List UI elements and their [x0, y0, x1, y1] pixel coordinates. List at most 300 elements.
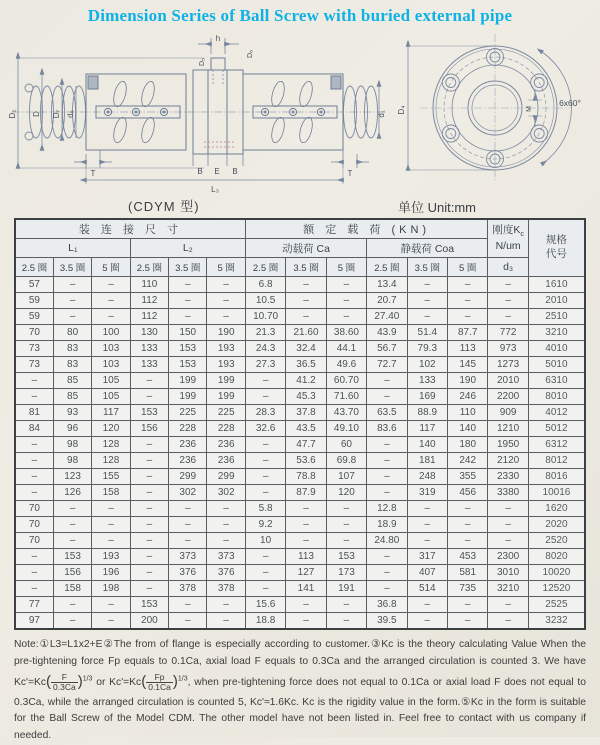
value-cell: 36.8: [367, 597, 407, 613]
spec-code-cell: 4012: [528, 405, 585, 421]
value-cell: 88.9: [407, 405, 447, 421]
value-cell: 973: [488, 341, 528, 357]
value-cell: 128: [92, 453, 130, 469]
value-cell: 2010: [488, 373, 528, 389]
value-cell: –: [169, 613, 207, 630]
diagram-caption: (CDYM 型): [128, 199, 200, 214]
value-cell: –: [245, 389, 285, 405]
header-turns: 5 圈: [207, 258, 245, 277]
value-cell: –: [169, 517, 207, 533]
value-cell: 81: [15, 405, 53, 421]
value-cell: 45.3: [286, 389, 326, 405]
value-cell: –: [326, 293, 366, 309]
value-cell: –: [207, 309, 245, 325]
table-row: [15, 405, 585, 421]
value-cell: 180: [448, 437, 488, 453]
formula-paren: (: [141, 673, 147, 691]
value-cell: –: [286, 277, 326, 293]
table-row: [15, 469, 585, 485]
header-static-load: 静载荷 Coa: [367, 239, 488, 258]
value-cell: –: [407, 613, 447, 630]
value-cell: –: [207, 613, 245, 630]
value-cell: –: [245, 437, 285, 453]
dim-label-b-right: B: [232, 167, 238, 176]
value-cell: 153: [326, 549, 366, 565]
dim-label-t-right: T: [347, 169, 353, 178]
value-cell: 158: [53, 581, 91, 597]
spec-code-line1: 规格: [545, 234, 567, 247]
value-cell: 73: [15, 341, 53, 357]
value-cell: –: [367, 469, 407, 485]
fraction-denominator: 0.1Ca: [148, 682, 171, 692]
header-turns: 2.5 圈: [130, 258, 168, 277]
note: [14, 637, 586, 745]
value-cell: 36.5: [286, 357, 326, 373]
value-cell: –: [286, 613, 326, 630]
value-cell: –: [15, 437, 53, 453]
value-cell: –: [488, 309, 528, 325]
spec-code-cell: 1610: [528, 277, 585, 293]
value-cell: –: [15, 373, 53, 389]
value-cell: 133: [130, 357, 168, 373]
fraction-numerator: F: [51, 673, 78, 683]
value-cell: 110: [130, 277, 168, 293]
formula-exponent: 1/3: [82, 675, 93, 683]
value-cell: 145: [448, 357, 488, 373]
value-cell: 199: [207, 373, 245, 389]
value-cell: 378: [169, 581, 207, 597]
value-cell: 77: [15, 597, 53, 613]
value-cell: 236: [169, 437, 207, 453]
value-cell: 87.7: [448, 325, 488, 341]
value-cell: –: [15, 453, 53, 469]
value-cell: 169: [407, 389, 447, 405]
header-l2: L₂: [130, 239, 245, 258]
value-cell: –: [15, 565, 53, 581]
formula-fraction-1: [51, 673, 78, 692]
value-cell: 376: [207, 565, 245, 581]
value-cell: 37.8: [286, 405, 326, 421]
table-row: [15, 453, 585, 469]
value-cell: 60.70: [326, 373, 366, 389]
spec-code-cell: 2520: [528, 533, 585, 549]
value-cell: –: [448, 597, 488, 613]
value-cell: 453: [448, 549, 488, 565]
value-cell: –: [169, 501, 207, 517]
value-cell: 302: [207, 485, 245, 501]
value-cell: 83: [53, 357, 91, 373]
header-rigidity: [488, 219, 528, 258]
value-cell: 59: [15, 309, 53, 325]
header-turns: 3.5 圈: [407, 258, 447, 277]
value-cell: 96: [53, 421, 91, 437]
value-cell: –: [130, 565, 168, 581]
formula-fraction-2: [146, 673, 173, 692]
value-cell: 3380: [488, 485, 528, 501]
value-cell: 190: [448, 373, 488, 389]
dimension-table: [14, 218, 586, 630]
value-cell: 581: [448, 565, 488, 581]
value-cell: 70: [15, 501, 53, 517]
header-turns: 2.5 圈: [367, 258, 407, 277]
dim-label-d0: d₀: [66, 110, 75, 118]
value-cell: –: [130, 517, 168, 533]
spec-code-cell: 5012: [528, 421, 585, 437]
value-cell: –: [130, 373, 168, 389]
header-turns: 3.5 圈: [53, 258, 91, 277]
value-cell: –: [207, 517, 245, 533]
value-cell: 78.8: [286, 469, 326, 485]
value-cell: 228: [169, 421, 207, 437]
value-cell: –: [53, 613, 91, 630]
value-cell: 140: [448, 421, 488, 437]
dim-label-l3: L₃: [211, 185, 219, 194]
value-cell: –: [245, 485, 285, 501]
value-cell: 53.6: [286, 453, 326, 469]
value-cell: 196: [92, 565, 130, 581]
spec-code-cell: 6310: [528, 373, 585, 389]
value-cell: 71.60: [326, 389, 366, 405]
value-cell: –: [53, 597, 91, 613]
value-cell: 126: [53, 485, 91, 501]
value-cell: –: [53, 309, 91, 325]
spec-code-cell: 1620: [528, 501, 585, 517]
value-cell: 43.70: [326, 405, 366, 421]
value-cell: –: [367, 485, 407, 501]
value-cell: 44.1: [326, 341, 366, 357]
value-cell: –: [53, 533, 91, 549]
value-cell: 10.70: [245, 309, 285, 325]
value-cell: –: [326, 501, 366, 517]
value-cell: 21.60: [286, 325, 326, 341]
value-cell: 102: [407, 357, 447, 373]
value-cell: –: [53, 501, 91, 517]
spec-code-line2: 代号: [545, 248, 567, 260]
value-cell: –: [92, 613, 130, 630]
value-cell: 909: [488, 405, 528, 421]
value-cell: –: [367, 549, 407, 565]
value-cell: –: [367, 453, 407, 469]
value-cell: 193: [207, 341, 245, 357]
value-cell: 193: [207, 357, 245, 373]
value-cell: 199: [169, 389, 207, 405]
value-cell: –: [169, 309, 207, 325]
value-cell: –: [488, 517, 528, 533]
value-cell: 13.4: [367, 277, 407, 293]
value-cell: 120: [326, 485, 366, 501]
value-cell: –: [207, 501, 245, 517]
value-cell: 32.6: [245, 421, 285, 437]
value-cell: 153: [130, 597, 168, 613]
spec-code-cell: 12520: [528, 581, 585, 597]
dim-label-t-left: T: [90, 169, 96, 178]
value-cell: 130: [130, 325, 168, 341]
value-cell: 190: [207, 325, 245, 341]
table-row: [15, 565, 585, 581]
value-cell: 38.60: [326, 325, 366, 341]
spec-code-cell: 3232: [528, 613, 585, 630]
value-cell: –: [169, 533, 207, 549]
value-cell: –: [207, 293, 245, 309]
value-cell: –: [130, 389, 168, 405]
value-cell: –: [15, 469, 53, 485]
value-cell: 85: [53, 373, 91, 389]
table-row: [15, 517, 585, 533]
value-cell: 98: [53, 437, 91, 453]
value-cell: 514: [407, 581, 447, 597]
value-cell: 198: [92, 581, 130, 597]
value-cell: 85: [53, 389, 91, 405]
value-cell: 236: [169, 453, 207, 469]
value-cell: 43.9: [367, 325, 407, 341]
value-cell: –: [326, 533, 366, 549]
value-cell: 228: [207, 421, 245, 437]
value-cell: 27.40: [367, 309, 407, 325]
value-cell: 20.7: [367, 293, 407, 309]
value-cell: 117: [407, 421, 447, 437]
value-cell: 128: [92, 437, 130, 453]
diagram-section: [8, 28, 592, 196]
value-cell: 2120: [488, 453, 528, 469]
value-cell: 87.9: [286, 485, 326, 501]
value-cell: 59: [15, 293, 53, 309]
spec-code-cell: 10020: [528, 565, 585, 581]
table-row: [15, 293, 585, 309]
value-cell: –: [92, 293, 130, 309]
value-cell: –: [488, 533, 528, 549]
dim-label-h: h: [215, 34, 221, 43]
header-d3: d₃: [488, 258, 528, 277]
value-cell: 2200: [488, 389, 528, 405]
value-cell: 97: [15, 613, 53, 630]
note-text-3: , when pre-tightening force does not equal to 0.1Ca or axial load F does not equal to 0.3Ca, while the arranged circulation is counted 5, Kc'≈1.6Kc. Kc is the rigidity value in the form.⑤Kc in the form is suitable for the Ball Screw of the Model CDM. The other model have not been listed in. Feel free to contact with us company if needed.: [14, 677, 586, 741]
value-cell: –: [15, 549, 53, 565]
spec-code-cell: 3210: [528, 325, 585, 341]
value-cell: 57: [15, 277, 53, 293]
value-cell: 193: [92, 549, 130, 565]
value-cell: –: [326, 517, 366, 533]
value-cell: 93: [53, 405, 91, 421]
value-cell: 236: [207, 453, 245, 469]
spec-code-cell: 2020: [528, 517, 585, 533]
table-row: [15, 309, 585, 325]
value-cell: –: [130, 533, 168, 549]
value-cell: 39.5: [367, 613, 407, 630]
value-cell: 10.5: [245, 293, 285, 309]
value-cell: –: [488, 597, 528, 613]
value-cell: –: [245, 469, 285, 485]
dim-label-d6: D₆: [247, 50, 254, 58]
value-cell: 63.5: [367, 405, 407, 421]
header-mounting-dimensions: 装 连 接 尺 寸: [15, 219, 245, 239]
value-cell: 12.8: [367, 501, 407, 517]
value-cell: 117: [92, 405, 130, 421]
value-cell: –: [130, 501, 168, 517]
value-cell: 60: [326, 437, 366, 453]
value-cell: 1950: [488, 437, 528, 453]
value-cell: –: [488, 293, 528, 309]
dim-label-d2: D₂: [8, 109, 17, 119]
value-cell: 246: [448, 389, 488, 405]
value-cell: 79.3: [407, 341, 447, 357]
value-cell: –: [245, 581, 285, 597]
value-cell: 24.80: [367, 533, 407, 549]
value-cell: 319: [407, 485, 447, 501]
value-cell: 317: [407, 549, 447, 565]
formula-exponent: 1/3: [177, 675, 188, 683]
value-cell: 378: [207, 581, 245, 597]
header-turns: 2.5 圈: [15, 258, 53, 277]
value-cell: 72.7: [367, 357, 407, 373]
value-cell: –: [286, 517, 326, 533]
value-cell: 6.8: [245, 277, 285, 293]
value-cell: –: [367, 389, 407, 405]
value-cell: –: [130, 437, 168, 453]
value-cell: –: [326, 597, 366, 613]
value-cell: 32.4: [286, 341, 326, 357]
value-cell: –: [407, 277, 447, 293]
spec-code-cell: 8020: [528, 549, 585, 565]
value-cell: –: [245, 373, 285, 389]
value-cell: 113: [286, 549, 326, 565]
value-cell: 140: [407, 437, 447, 453]
value-cell: –: [367, 565, 407, 581]
value-cell: –: [286, 597, 326, 613]
value-cell: –: [448, 501, 488, 517]
value-cell: 155: [92, 469, 130, 485]
value-cell: 127: [286, 565, 326, 581]
value-cell: –: [407, 533, 447, 549]
value-cell: –: [53, 277, 91, 293]
value-cell: 199: [207, 389, 245, 405]
dim-label-d: D: [32, 111, 41, 117]
table-row: [15, 437, 585, 453]
header-turns: 5 圈: [326, 258, 366, 277]
value-cell: 133: [130, 341, 168, 357]
value-cell: 83: [53, 341, 91, 357]
value-cell: –: [169, 293, 207, 309]
value-cell: 110: [448, 405, 488, 421]
value-cell: 153: [53, 549, 91, 565]
value-cell: 150: [169, 325, 207, 341]
value-cell: 21.3: [245, 325, 285, 341]
value-cell: –: [286, 309, 326, 325]
value-cell: –: [130, 581, 168, 597]
value-cell: 83.6: [367, 421, 407, 437]
page-title: Dimension Series of Ball Screw with buried external pipe: [87, 6, 513, 25]
formula-paren: ): [77, 673, 83, 691]
value-cell: 112: [130, 293, 168, 309]
value-cell: 248: [407, 469, 447, 485]
table-row: [15, 373, 585, 389]
value-cell: –: [367, 581, 407, 597]
value-cell: 1273: [488, 357, 528, 373]
value-cell: –: [286, 533, 326, 549]
value-cell: –: [448, 309, 488, 325]
fraction-denominator: 0.3Ca: [53, 682, 76, 692]
value-cell: 103: [92, 357, 130, 373]
value-cell: 5.8: [245, 501, 285, 517]
value-cell: 105: [92, 373, 130, 389]
value-cell: 49.10: [326, 421, 366, 437]
value-cell: 1210: [488, 421, 528, 437]
value-cell: –: [245, 565, 285, 581]
value-cell: –: [15, 581, 53, 597]
value-cell: 153: [169, 341, 207, 357]
table-row: [15, 581, 585, 597]
value-cell: –: [488, 277, 528, 293]
value-cell: 376: [169, 565, 207, 581]
value-cell: 100: [92, 325, 130, 341]
value-cell: 15.6: [245, 597, 285, 613]
spec-code-cell: 2010: [528, 293, 585, 309]
value-cell: 113: [448, 341, 488, 357]
value-cell: –: [207, 533, 245, 549]
value-cell: 2330: [488, 469, 528, 485]
value-cell: 18.8: [245, 613, 285, 630]
table-row: [15, 485, 585, 501]
value-cell: 70: [15, 517, 53, 533]
formula-paren: ): [172, 673, 178, 691]
value-cell: 41.2: [286, 373, 326, 389]
value-cell: 112: [130, 309, 168, 325]
spec-code-cell: 8012: [528, 453, 585, 469]
value-cell: 156: [53, 565, 91, 581]
value-cell: 18.9: [367, 517, 407, 533]
table-row: [15, 421, 585, 437]
header-turns: 5 圈: [92, 258, 130, 277]
value-cell: 120: [92, 421, 130, 437]
value-cell: 173: [326, 565, 366, 581]
value-cell: 10: [245, 533, 285, 549]
value-cell: 84: [15, 421, 53, 437]
value-cell: 200: [130, 613, 168, 630]
header-spec-code: [528, 219, 585, 277]
value-cell: 105: [92, 389, 130, 405]
dim-label-m: M: [526, 106, 533, 112]
value-cell: –: [407, 501, 447, 517]
value-cell: 49.6: [326, 357, 366, 373]
value-cell: 98: [53, 453, 91, 469]
value-cell: –: [448, 293, 488, 309]
value-cell: 355: [448, 469, 488, 485]
value-cell: 299: [169, 469, 207, 485]
value-cell: 133: [407, 373, 447, 389]
value-cell: –: [92, 517, 130, 533]
table-row: [15, 341, 585, 357]
value-cell: –: [326, 277, 366, 293]
value-cell: 28.3: [245, 405, 285, 421]
value-cell: –: [169, 597, 207, 613]
value-cell: 70: [15, 325, 53, 341]
dim-label-e: E: [214, 167, 220, 176]
value-cell: 156: [130, 421, 168, 437]
value-cell: 123: [53, 469, 91, 485]
value-cell: 373: [169, 549, 207, 565]
unit-label: 单位 Unit:mm: [398, 200, 477, 215]
value-cell: 302: [169, 485, 207, 501]
fraction-numerator: Fp: [146, 673, 173, 683]
rigidity-symbol: 刚度K: [492, 224, 521, 237]
value-cell: 70: [15, 533, 53, 549]
rigidity-unit: N/um: [495, 239, 521, 252]
value-cell: –: [245, 549, 285, 565]
value-cell: –: [448, 533, 488, 549]
value-cell: –: [15, 389, 53, 405]
value-cell: –: [407, 517, 447, 533]
value-cell: 373: [207, 549, 245, 565]
value-cell: 242: [448, 453, 488, 469]
